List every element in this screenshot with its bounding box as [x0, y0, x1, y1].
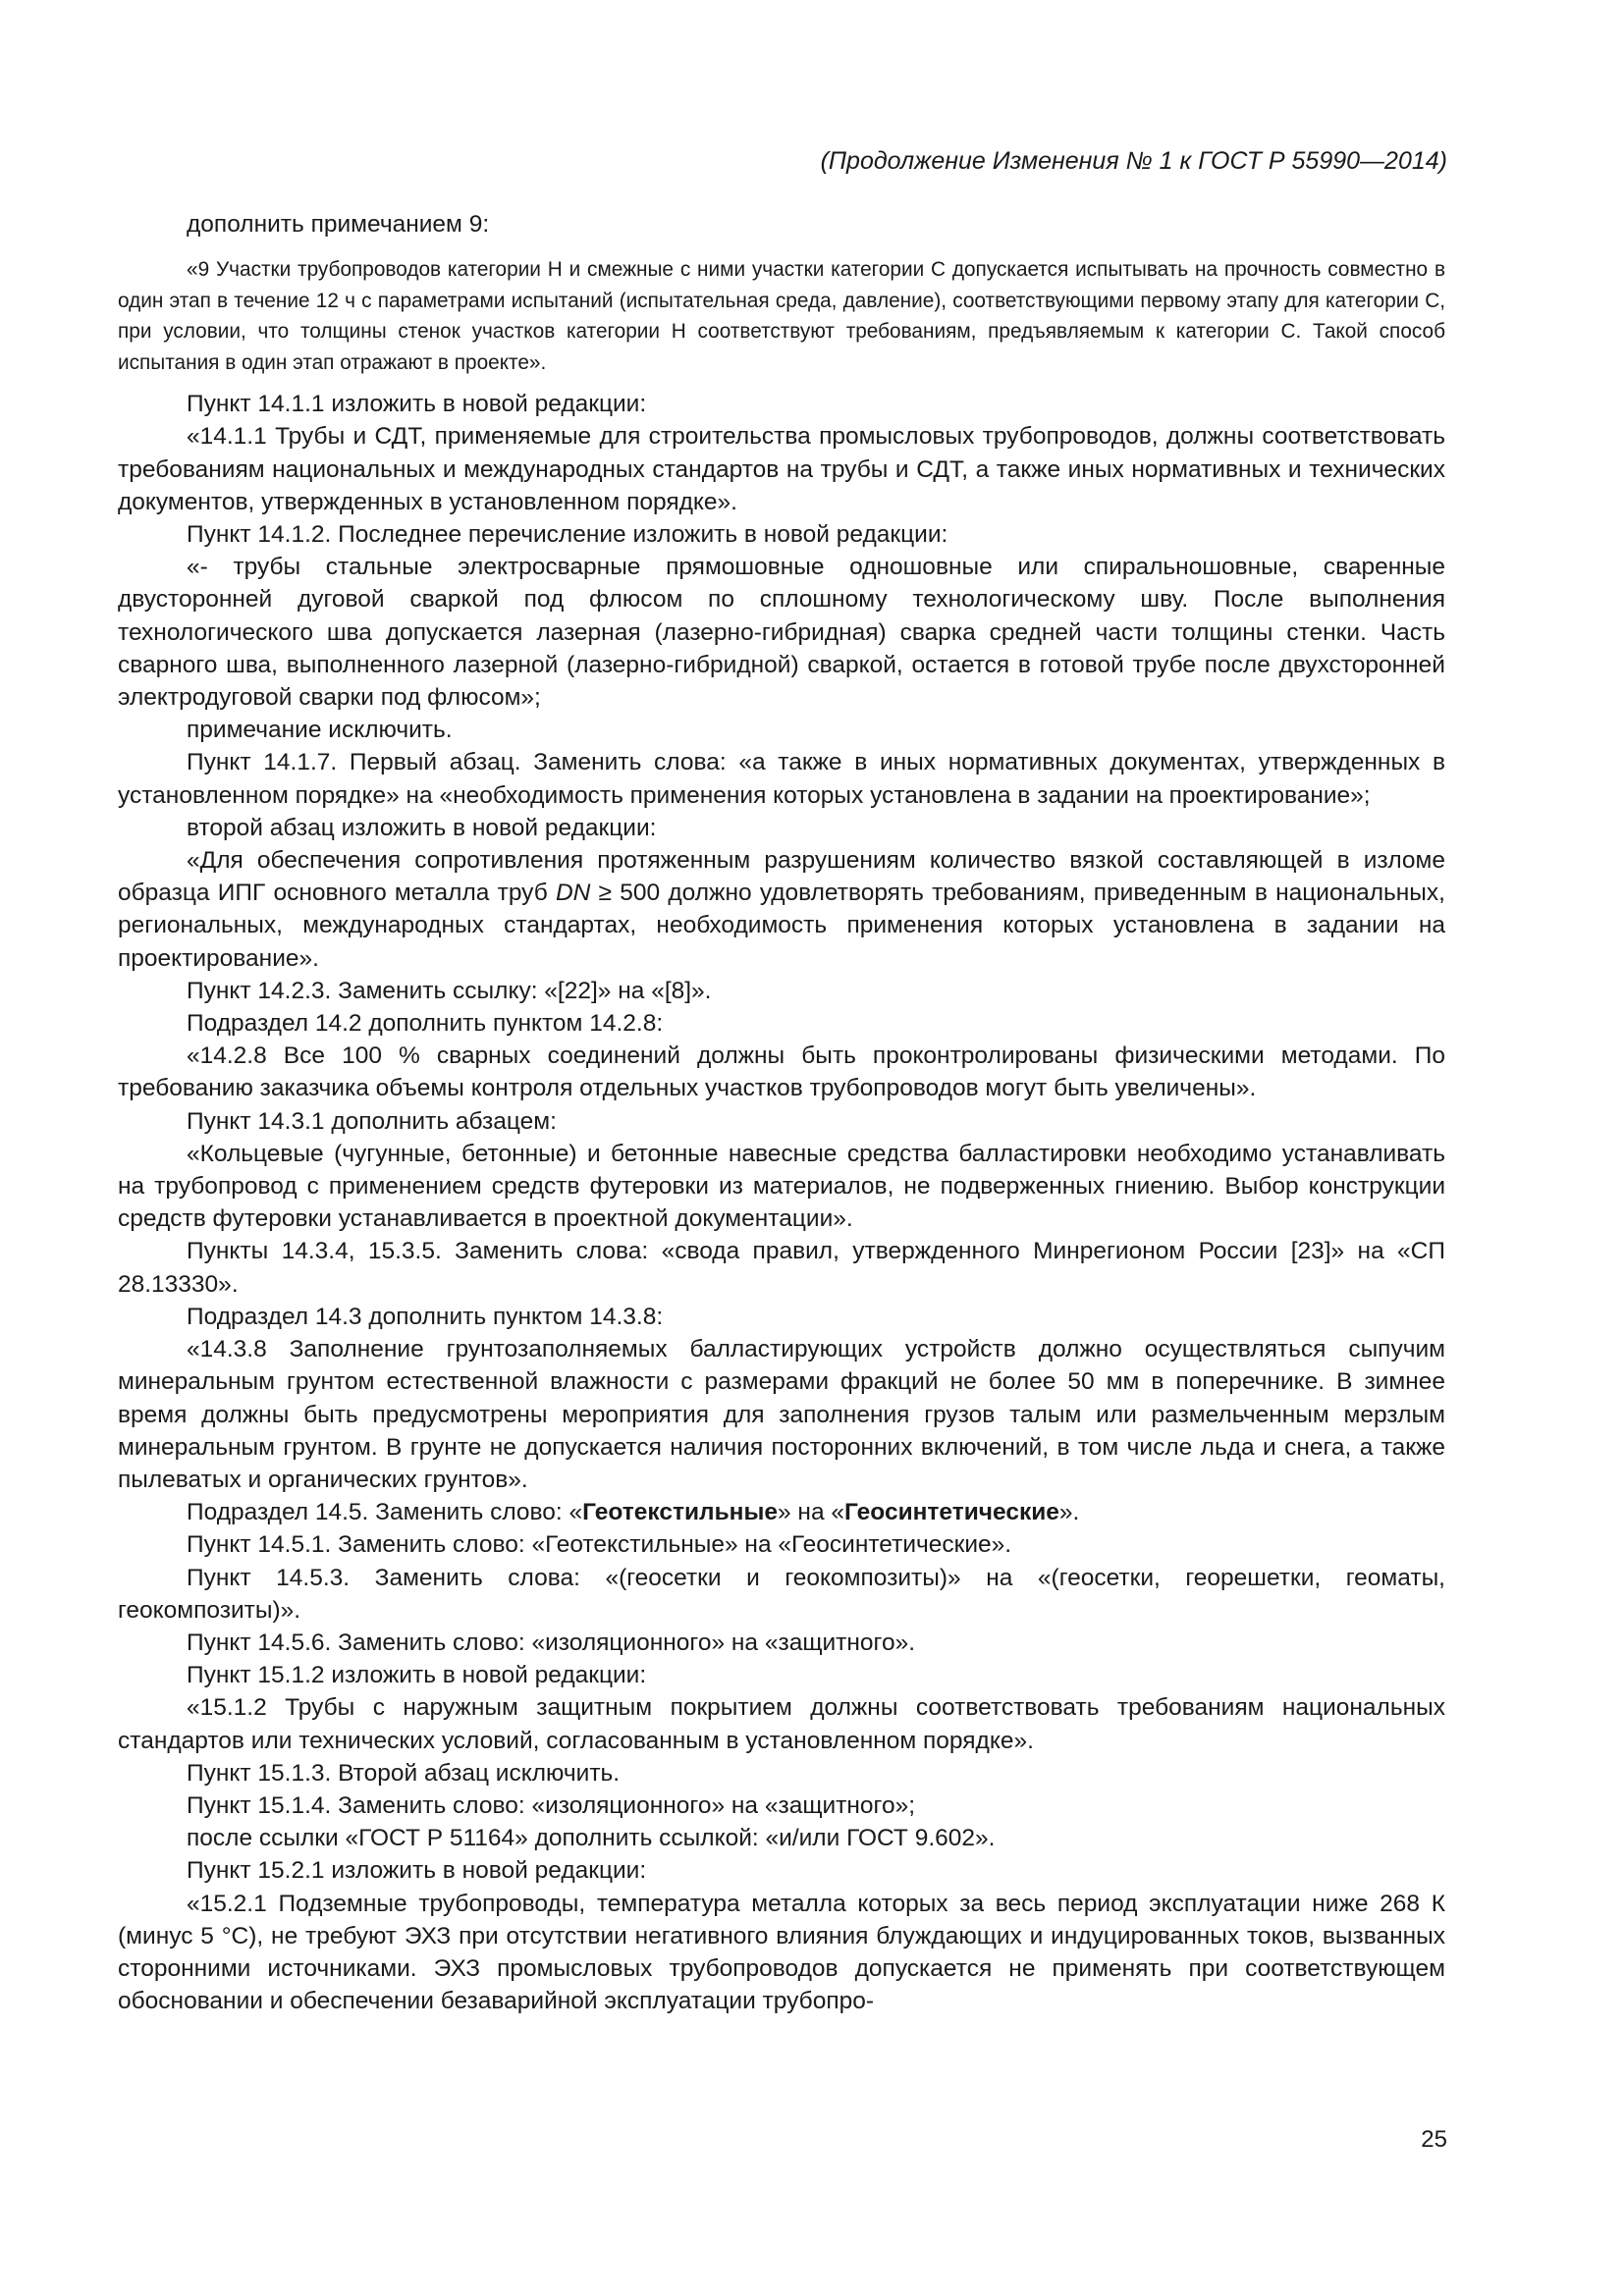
dn-paragraph-after: ≥ 500 должно удовлетворять требованиям, приведенным в национальных, региональных, международных стандартах, необходимость применения которых установлена в задании на проектирование». — [118, 880, 1445, 972]
paragraph: Пункт 14.3.1 дополнить абзацем: — [187, 1107, 557, 1135]
p145-c: » на « — [778, 1499, 845, 1526]
p145-new-word: Геосинтетические — [844, 1499, 1059, 1526]
paragraph: Пункт 15.1.3. Второй абзац исключить. — [187, 1759, 621, 1787]
dn-paragraph — [118, 844, 1445, 975]
paragraph: «Кольцевые (чугунные, бетонные) и бетонные навесные средства балластировки необходимо устанавливать на трубопровод с применением средств футеровки из материалов, не подверженных гниению. Выбор конструкции средств футеровки устанавливается в проектной документации». — [118, 1140, 1445, 1233]
dn-paragraph-before: «Для обеспечения сопротивления протяженным разрушениям количество вязкой составляющей в изломе образца ИПГ основного металла труб — [118, 847, 1445, 907]
paragraph: после ссылки «ГОСТ Р 51164» дополнить ссылкой: «и/или ГОСТ 9.602». — [187, 1825, 996, 1852]
paragraph: примечание исключить. — [187, 717, 453, 744]
paragraph: Пункт 14.1.7. Первый абзац. Заменить слова: «а также в иных нормативных документах, утвержденных в установленном порядке» на «необходимость применения которых установлена в задании на проектирование»; — [118, 749, 1445, 809]
paragraph: Пункт 14.5.1. Заменить слово: «Геотекстильные» на «Геосинтетические». — [187, 1531, 1012, 1559]
intro-line: дополнить примечанием 9: — [187, 211, 490, 238]
paragraph: Пункт 14.5.3. Заменить слова: «(геосетки и геокомпозиты)» на «(геосетки, георешетки, геоматы, геокомпозиты)». — [118, 1564, 1445, 1624]
document-body — [118, 208, 1445, 2017]
paragraph: Пункт 14.1.2. Последнее перечисление изложить в новой редакции: — [187, 521, 948, 549]
paragraph: Пункт 15.1.4. Заменить слово: «изоляционного» на «защитного»; — [187, 1791, 915, 1819]
paragraph-15-2-1: «15.2.1 Подземные трубопроводы, температура металла которых за весь период эксплуатации ниже 268 К (минус 5 °С), не требуют ЭХЗ при отсутствии негативного влияния блуждающих и индуцированных токов, вызванных сторонними источниками. ЭХЗ промысловых трубопроводов допускается не применять при соответствующем обосновании и обеспечении безаварийной эксплуатации трубопро- — [118, 1890, 1445, 2015]
paragraph: Подраздел 14.3 дополнить пунктом 14.3.8: — [187, 1303, 664, 1330]
page-number: 25 — [1421, 2126, 1447, 2153]
note-9-text: «9 Участки трубопроводов категории Н и смежные с ними участки категории С допускается испытывать на прочность совместно в один этап в течение 12 ч с параметрами испытаний (испытательная среда, давление), соответствующими первому этапу для категории С, при условии, что толщины стенок участков категории Н соответствуют требованиям, предъявляемым к категории С. Такой способ испытания в один этап отражают в проекте». — [118, 258, 1445, 374]
paragraph: «14.1.1 Трубы и СДТ, применяемые для строительства промысловых трубопроводов, должны соответствовать требованиям национальных и международных стандартов на трубы и СДТ, а также иных нормативных и технических документов, утвержденных в установленном порядке». — [118, 423, 1445, 515]
paragraph-14-5 — [118, 1496, 1445, 1528]
dn-symbol: DN — [555, 880, 591, 907]
paragraph-14-2-8: «14.2.8 Все 100 % сварных соединений должны быть проконтролированы физическими методами. По требованию заказчика объемы контроля отдельных участков трубопроводов могут быть увеличены». — [118, 1042, 1445, 1102]
running-header: (Продолжение Изменения № 1 к ГОСТ Р 55990—2014) — [820, 147, 1447, 175]
p145-old-word: Геотекстильные — [582, 1499, 778, 1526]
paragraph: Пункт 15.2.1 изложить в новой редакции: — [187, 1857, 647, 1885]
paragraph: Пункт 15.1.2 изложить в новой редакции: — [187, 1662, 647, 1689]
paragraph: «15.1.2 Трубы с наружным защитным покрытием должны соответствовать требованиям национальных стандартов или технических условий, согласованным в установленном порядке». — [118, 1694, 1445, 1754]
paragraph: Подраздел 14.2 дополнить пунктом 14.2.8: — [187, 1010, 664, 1038]
paragraph: «- трубы стальные электросварные прямошовные одношовные или спиральношовные, сваренные двусторонней дуговой сваркой под флюсом по сплошному технологическому шву. После выполнения технологического шва допускается лазерная (лазерно-гибридная) сварка средней части толщины стенки. Часть сварного шва, выполненного лазерной (лазерно-гибридной) сваркой, остается в готовой трубе после двухсторонней электродуговой сварки под флюсом»; — [118, 554, 1445, 712]
paragraph: Пункты 14.3.4, 15.3.5. Заменить слова: «свода правил, утвержденного Минрегионом России [23]» на «СП 28.13330». — [118, 1238, 1445, 1298]
paragraph: второй абзац изложить в новой редакции: — [187, 814, 657, 841]
paragraph: Пункт 14.2.3. Заменить ссылку: «[22]» на «[8]». — [187, 977, 712, 1004]
p145-e: ». — [1058, 1499, 1080, 1526]
p145-a: Подраздел 14.5. Заменить слово: « — [187, 1499, 583, 1526]
paragraph: Пункт 14.1.1 изложить в новой редакции: — [187, 391, 647, 418]
note-9-block — [118, 254, 1445, 378]
paragraph: Пункт 14.5.6. Заменить слово: «изоляционного» на «защитного». — [187, 1629, 915, 1656]
paragraph: «14.3.8 Заполнение грунтозаполняемых балластирующих устройств должно осуществляться сыпучим минеральным грунтом естественной влажности с размерами фракций не более 50 мм в поперечнике. В зимнее время должны быть предусмотрены мероприятия для заполнения грузов талым или размельченным мерзлым минеральным грунтом. В грунте не допускается наличия посторонних включений, в том числе льда и снега, а также пылеватых и органических грунтов». — [118, 1336, 1445, 1493]
